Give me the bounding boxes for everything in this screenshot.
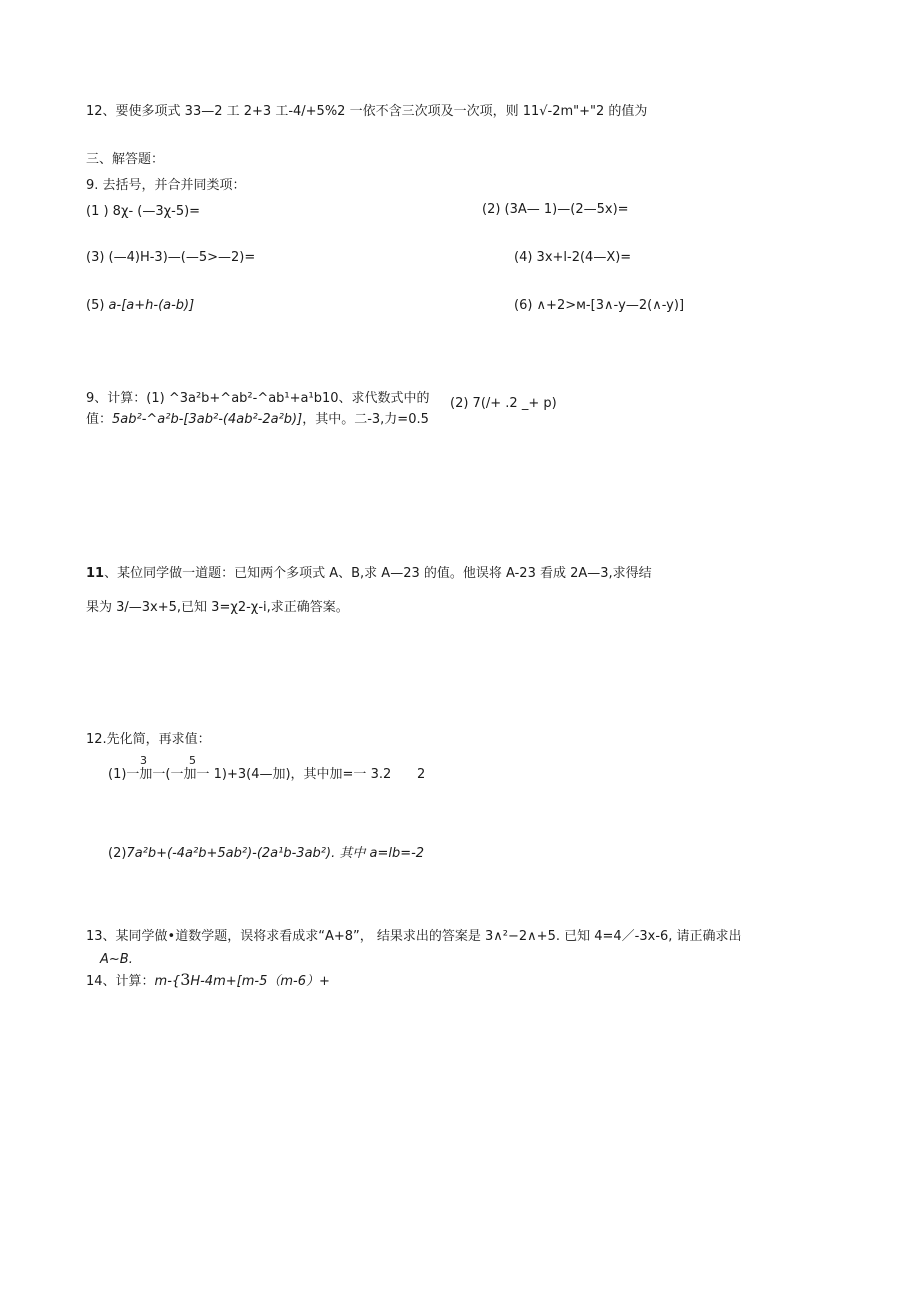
question-9-part-6: (6) ∧+2>м-[3∧-y—2(∧-y)] (514, 298, 685, 313)
question-14-expression-c: H-4m+[m-5（m-6）+ (190, 974, 330, 989)
question-12-part-2 (108, 846, 424, 862)
question-11-number: 11 (86, 566, 105, 581)
question-9-title: 9. 去括号，并合并同类项： (86, 178, 246, 193)
question-11-text: 、某位同学做一道题：已知两个多项式 A、B,求 A—23 的值。他误将 A-23 看成 2A—3,求得结 (104, 566, 652, 581)
question-9-part-5-expression: a-[a+h-(a-b)] (108, 298, 195, 313)
question-12-title: 12.先化简，再求值： (86, 732, 211, 747)
question-12-part-1-tail: 2 (417, 767, 426, 782)
question-12-part-1-superscript-1: 3 (140, 754, 147, 767)
question-9b-line-2-tail: ，其中。二-3,力=0.5 (302, 412, 429, 427)
question-9-part-4: (4) 3x+l-2(4—X)= (514, 250, 632, 265)
question-12-part-2-label: (2) (108, 846, 127, 861)
question-11-line-1 (86, 566, 652, 582)
question-11-line-2: 果为 3/—3x+5,已知 3=χ2-χ-i,求正确答案。 (86, 600, 349, 615)
question-9-part-5 (86, 298, 194, 314)
question-12-part-2-tail: . 其中 a=lb=-2 (331, 846, 425, 861)
question-14-expression-a: m-{ (154, 974, 181, 989)
question-9-part-1: (1 ) 8χ- (—3χ-5)= (86, 204, 201, 219)
question-9-part-2: (2) (3A— 1)—(2—5x)= (482, 202, 629, 217)
question-12-top: 12、要使多项式 33—2 工 2+3 工-4/+5%2 一依不含三次项及一次项，则 11√-2m"+"2 的值为 (86, 104, 648, 119)
question-14 (86, 972, 330, 990)
question-13-line-2: A~B. (100, 952, 133, 967)
question-9-part-5-label: (5) (86, 298, 109, 313)
question-12-part-1-superscript-2: 5 (189, 754, 196, 767)
question-9b-part-2: (2) 7(/+ .2 _+ p) (450, 396, 557, 411)
question-9b-line-2-label: 值： (86, 412, 113, 427)
question-9b-line-2-expression: 5ab²-^a²b-[3ab²-(4ab²-2a²b)] (112, 412, 303, 427)
question-9-part-3: (3) (—4)H-3)—(—5>—2)= (86, 250, 256, 265)
question-14-label: 14、计算： (86, 974, 155, 989)
question-12-part-1: (1)一加一(一加一 1)+3(4—加)，其中加=一 3.2 (108, 767, 392, 782)
question-9b-line-2 (86, 412, 429, 428)
question-9b-line-1: 9、计算：(1) ^3a²b+^ab²-^ab¹+a¹b10、求代数式中的 (86, 391, 430, 406)
question-13-line-1: 13、某同学做•道数学题，误将求看成求“A+8”， 结果求出的答案是 3∧²−2∧+5. 已知 4=4／-3x-6, 请正确求出 (86, 929, 742, 944)
section-title: 三、解答题： (86, 152, 165, 167)
question-14-expression-b: 3 (180, 970, 191, 989)
question-12-part-2-expression: 7a²b+(-4a²b+5ab²)-(2a¹b-3ab²) (126, 846, 332, 861)
